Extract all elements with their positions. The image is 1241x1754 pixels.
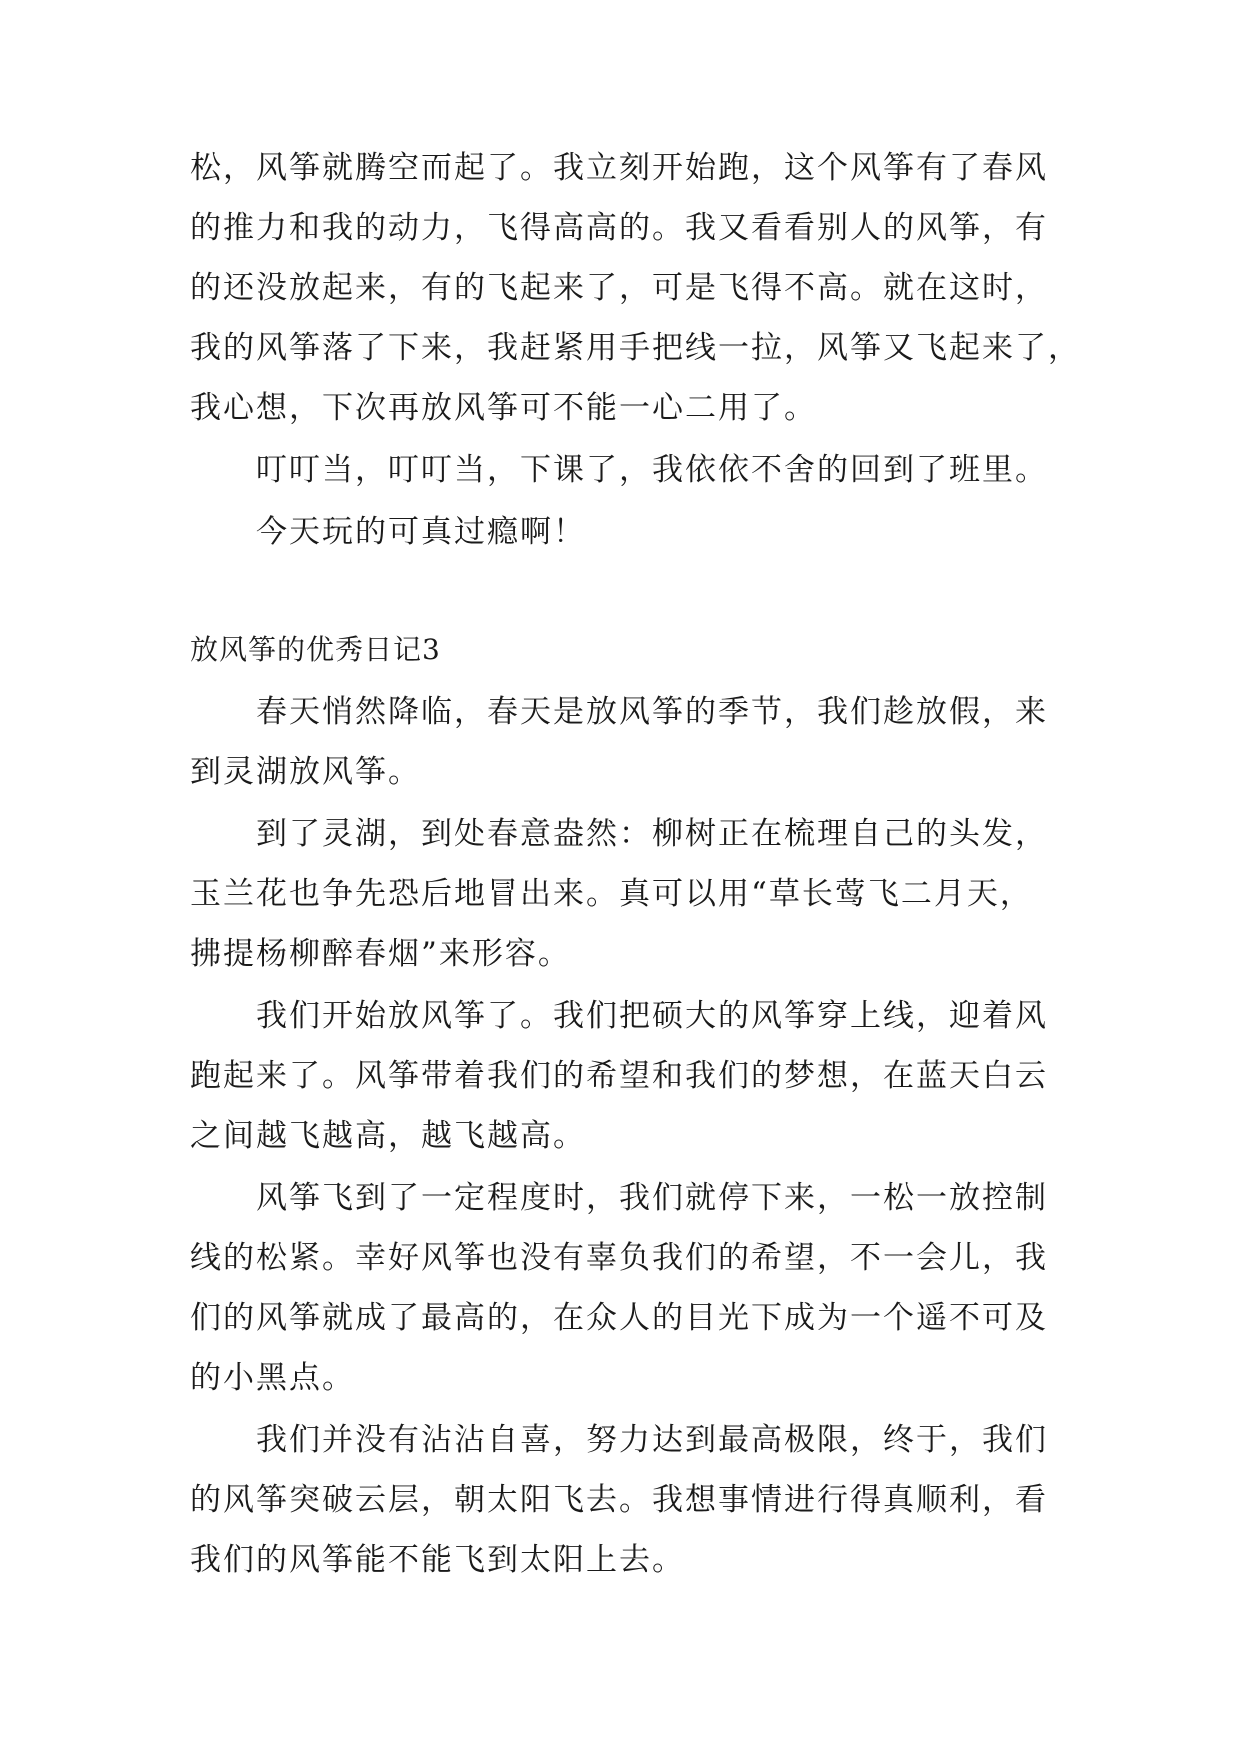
section-heading: 放风筝的优秀日记3	[190, 633, 441, 666]
paragraph-line: 的小黑点。	[190, 1360, 355, 1396]
paragraph-line: 春天悄然降临，春天是放风筝的季节，我们趁放假，来	[256, 694, 1048, 730]
paragraph-line: 我们的风筝能不能飞到太阳上去。	[190, 1542, 685, 1578]
paragraph-line: 我们开始放风筝了。我们把硕大的风筝穿上线，迎着风	[256, 998, 1048, 1034]
paragraph-line: 到了灵湖，到处春意盎然：柳树正在梳理自己的头发，	[256, 816, 1048, 852]
paragraph-line: 的还没放起来，有的飞起来了，可是飞得不高。就在这时，	[190, 270, 1048, 306]
paragraph-line: 叮叮当，叮叮当，下课了，我依依不舍的回到了班里。	[256, 452, 1048, 488]
paragraph-line: 我心想，下次再放风筝可不能一心二用了。	[190, 390, 817, 426]
paragraph-line: 线的松紧。幸好风筝也没有辜负我们的希望，不一会儿，我	[190, 1240, 1048, 1276]
paragraph-line: 们的风筝就成了最高的，在众人的目光下成为一个遥不可及	[190, 1300, 1048, 1336]
paragraph-line: 拂提杨柳醉春烟”来形容。	[190, 936, 571, 972]
paragraph-line: 跑起来了。风筝带着我们的希望和我们的梦想，在蓝天白云	[190, 1058, 1048, 1094]
paragraph-line: 玉兰花也争先恐后地冒出来。真可以用“草长莺飞二月天，	[190, 876, 1033, 912]
paragraph-line: 我的风筝落了下来，我赶紧用手把线一拉，风筝又飞起来了，	[190, 330, 1081, 366]
paragraph-line: 今天玩的可真过瘾啊！	[256, 514, 586, 550]
paragraph-line: 到灵湖放风筝。	[190, 754, 421, 790]
paragraph-line: 之间越飞越高，越飞越高。	[190, 1118, 586, 1154]
paragraph-line: 我们并没有沾沾自喜，努力达到最高极限，终于，我们	[256, 1422, 1048, 1458]
paragraph-line: 的推力和我的动力，飞得高高的。我又看看别人的风筝，有	[190, 210, 1048, 246]
paragraph-line: 的风筝突破云层，朝太阳飞去。我想事情进行得真顺利，看	[190, 1482, 1048, 1518]
paragraph-line: 风筝飞到了一定程度时，我们就停下来，一松一放控制	[256, 1180, 1048, 1216]
paragraph-line: 松，风筝就腾空而起了。我立刻开始跑，这个风筝有了春风	[190, 150, 1048, 186]
